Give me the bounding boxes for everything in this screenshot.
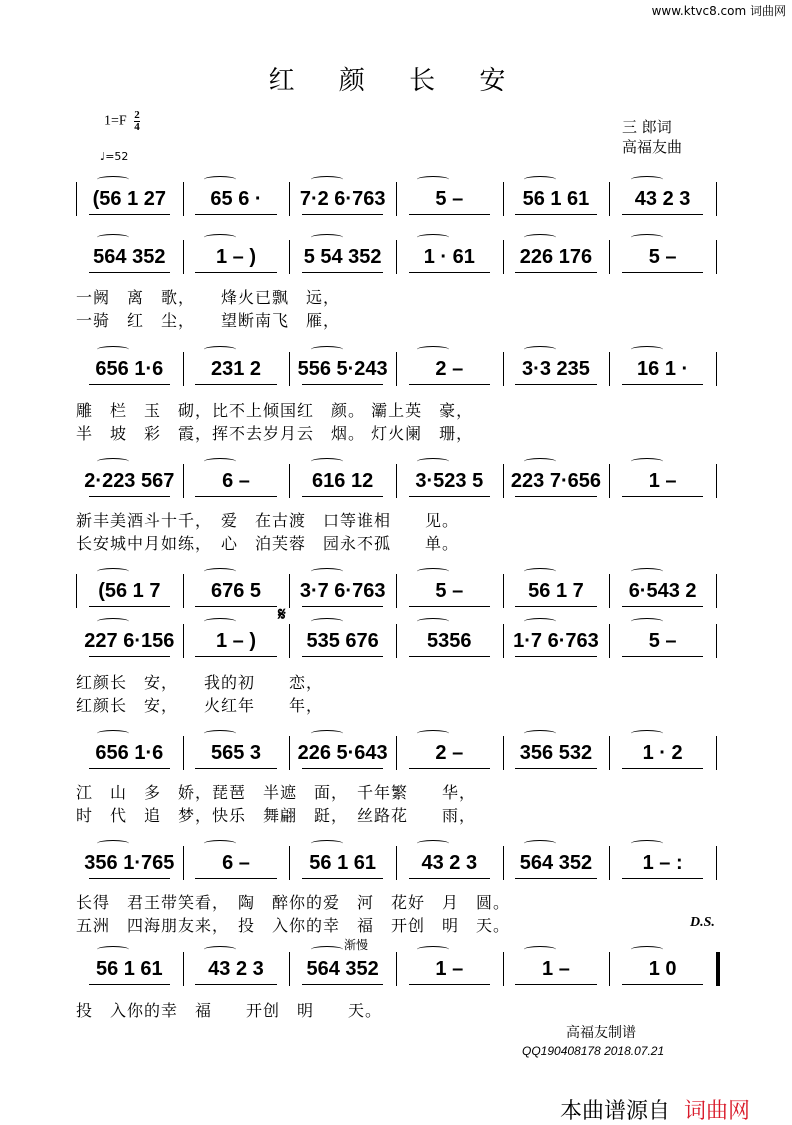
measure: 1 · 2 <box>642 741 683 764</box>
staff-system-5 <box>76 566 716 616</box>
slur-arc <box>311 234 343 241</box>
measure-row <box>76 576 716 606</box>
beam-line <box>515 768 596 769</box>
bar-line <box>716 846 717 880</box>
measure: 564 352 <box>519 851 593 874</box>
measure: 3·3 235 <box>522 357 590 380</box>
bar-line <box>716 352 717 386</box>
beam-line <box>89 496 170 497</box>
measure-row <box>76 626 716 656</box>
beam-line <box>89 214 170 215</box>
beam-line <box>409 606 490 607</box>
measure: 56 1 61 <box>522 187 590 210</box>
lyric-block-6-line-1: 长得 君王带笑看， 陶 醉你的爱 河 花好 月 圆。 <box>76 893 511 912</box>
measure: 1·7 6·763 <box>513 629 599 652</box>
beam-line <box>89 384 170 385</box>
lyricist-credit: 三 郎词 <box>622 118 672 136</box>
measure: 6 – <box>222 851 250 874</box>
beam-line <box>515 384 596 385</box>
slur-arc <box>311 346 343 353</box>
measure: 5 – <box>648 245 677 268</box>
slur-arc <box>524 458 556 465</box>
beam-line <box>195 878 276 879</box>
measure: 227 6·156 <box>84 629 175 652</box>
slur-arc <box>417 458 449 465</box>
measure: 2 – <box>435 357 464 380</box>
lyric-block-1-line-1: 一阙 离 歌， 烽火已飘 远， <box>76 288 341 307</box>
beam-line <box>409 878 490 879</box>
lyric-block-2-line-1: 雕 栏 玉 砌，比不上倾国红 颜。 灞上英 豪， <box>76 401 474 420</box>
lyric-block-5-line-1: 江 山 多 娇，琵琶 半遮 面， 千年繁 华， <box>76 783 477 802</box>
beam-line <box>515 496 596 497</box>
measure: 7·2 6·763 <box>299 187 386 210</box>
staff-system-1 <box>76 174 716 224</box>
beam-line <box>622 656 703 657</box>
beam-line <box>409 384 490 385</box>
slur-arc <box>631 840 663 847</box>
bar-line <box>716 736 717 770</box>
bar-line <box>716 464 717 498</box>
slur-arc <box>524 730 556 737</box>
beam-line <box>195 656 276 657</box>
bar-line <box>716 574 717 608</box>
beam-line <box>89 984 170 985</box>
staff-system-6 <box>76 616 716 666</box>
slur-arc <box>311 176 343 183</box>
beam-line <box>409 496 490 497</box>
source-attribution <box>560 1094 750 1125</box>
slur-arc <box>524 176 556 183</box>
measure: 564 352 <box>93 245 166 268</box>
staff-system-8 <box>76 838 716 888</box>
ritardando-mark: 渐慢 <box>344 938 369 952</box>
lyric-block-3-line-1: 新丰美酒斗十千， 爱 在古渡 口等谁相 见。 <box>76 511 460 530</box>
staff-system-2 <box>76 232 716 282</box>
measure: 226 176 <box>519 245 593 268</box>
time-signature <box>134 110 140 133</box>
slur-arc <box>631 176 663 183</box>
beam-line <box>409 272 490 273</box>
beam-line <box>302 384 383 385</box>
slur-arc <box>417 346 449 353</box>
slur-arc <box>417 568 449 575</box>
lyric-block-3-line-2: 长安城中月如练， 心 泊芙蓉 园永不孤 单。 <box>76 534 460 553</box>
beam-line <box>622 606 703 607</box>
measure: 43 2 3 <box>634 187 691 210</box>
lyric-block-7-line-1: 投 入你的幸 福 开创 明 天。 <box>76 1001 383 1020</box>
beam-line <box>195 272 276 273</box>
measure-row <box>76 848 716 878</box>
beam-line <box>89 606 170 607</box>
slur-arc <box>631 730 663 737</box>
measure: 556 5·243 <box>297 357 388 380</box>
beam-line <box>515 272 596 273</box>
measure-row <box>76 242 716 272</box>
slur-arc <box>524 618 556 625</box>
slur-arc <box>631 946 663 953</box>
beam-line <box>622 214 703 215</box>
segno-sign: 𝄋 <box>278 604 286 625</box>
tempo-marking: ♩=52 <box>100 150 129 163</box>
measure: 16 1 · <box>637 357 689 380</box>
time-bottom: 4 <box>134 121 140 133</box>
measure: 2·223 567 <box>84 469 175 492</box>
measure: 56 1 61 <box>309 851 376 874</box>
beam-line <box>622 768 703 769</box>
composer-credit: 高福友曲 <box>622 138 683 156</box>
staff-system-4 <box>76 456 716 506</box>
measure: 564 352 <box>306 957 379 980</box>
measure: 1 · 61 <box>423 245 475 268</box>
measure: 231 2 <box>210 357 262 380</box>
beam-line <box>622 984 703 985</box>
beam-line <box>409 656 490 657</box>
beam-line <box>622 496 703 497</box>
measure: 356 1·765 <box>84 851 175 874</box>
beam-line <box>302 984 383 985</box>
slur-arc <box>204 176 236 183</box>
slur-arc <box>204 730 236 737</box>
key-signature <box>104 110 140 133</box>
beam-line <box>302 214 383 215</box>
slur-arc <box>204 346 236 353</box>
beam-line <box>409 768 490 769</box>
bar-line <box>716 952 720 986</box>
measure: 1 – ) <box>215 629 256 652</box>
beam-line <box>195 496 276 497</box>
measure: 56 1 61 <box>95 957 163 980</box>
song-title: 红 颜 长 安 <box>268 66 524 96</box>
measure: 3·7 6·763 <box>299 579 386 602</box>
measure: 43 2 3 <box>208 957 264 980</box>
lyric-block-6-line-2: 五洲 四海朋友来， 投 入你的幸 福 开创 明 天。 <box>76 916 511 935</box>
measure-row <box>76 466 716 496</box>
measure: 226 5·643 <box>297 741 388 764</box>
beam-line <box>515 606 596 607</box>
slur-arc <box>97 946 129 953</box>
measure: (56 1 7 <box>98 579 161 602</box>
beam-line <box>302 496 383 497</box>
beam-line <box>89 272 170 273</box>
measure: 1 – <box>542 957 570 980</box>
measure: 5 – <box>435 187 464 210</box>
slur-arc <box>97 176 129 183</box>
measure: 65 6 · <box>210 187 262 210</box>
measure: 5356 <box>427 629 472 652</box>
slur-arc <box>631 458 663 465</box>
slur-arc <box>311 458 343 465</box>
transcriber-credit: 高福友制谱 <box>566 1025 636 1041</box>
slur-arc <box>417 234 449 241</box>
measure: (56 1 27 <box>92 187 167 210</box>
slur-arc <box>204 234 236 241</box>
staff-system-9 <box>76 944 716 994</box>
beam-line <box>409 984 490 985</box>
slur-arc <box>97 568 129 575</box>
measure: 1 – : <box>642 851 683 874</box>
measure: 5 54 352 <box>303 245 382 268</box>
measure: 5 – <box>435 579 464 602</box>
key-label: 1=F <box>104 113 127 129</box>
slur-arc <box>97 458 129 465</box>
measure: 6 – <box>222 469 250 492</box>
lyric-block-4-line-2: 红颜长 安， 火红年 年， <box>76 696 324 715</box>
bar-line <box>716 624 717 658</box>
slur-arc <box>204 568 236 575</box>
measure: 656 1·6 <box>95 357 164 380</box>
beam-line <box>622 878 703 879</box>
measure: 356 532 <box>519 741 593 764</box>
slur-arc <box>417 176 449 183</box>
beam-line <box>89 768 170 769</box>
qq-date: QQ190408178 2018.07.21 <box>522 1044 665 1058</box>
slur-arc <box>524 234 556 241</box>
slur-arc <box>311 618 343 625</box>
lyric-block-4-line-1: 红颜长 安， 我的初 恋， <box>76 673 324 692</box>
measure: 1 – <box>435 957 464 980</box>
slur-arc <box>204 458 236 465</box>
measure: 1 – <box>648 469 677 492</box>
beam-line <box>302 656 383 657</box>
measure: 565 3 <box>210 741 262 764</box>
slur-arc <box>417 618 449 625</box>
lyric-block-5-line-2: 时 代 追 梦，快乐 舞翩 跹， 丝路花 雨， <box>76 806 477 825</box>
beam-line <box>89 878 170 879</box>
measure: 3·523 5 <box>415 469 484 492</box>
measure: 6·543 2 <box>628 579 697 602</box>
measure: 2 – <box>435 741 464 764</box>
measure: 223 7·656 <box>510 469 601 492</box>
slur-arc <box>311 730 343 737</box>
slur-arc <box>97 346 129 353</box>
beam-line <box>302 878 383 879</box>
beam-line <box>622 272 703 273</box>
beam-line <box>302 768 383 769</box>
beam-line <box>195 214 276 215</box>
beam-line <box>622 384 703 385</box>
slur-arc <box>204 946 236 953</box>
beam-line <box>515 984 596 985</box>
slur-arc <box>631 618 663 625</box>
beam-line <box>302 606 383 607</box>
staff-system-7 <box>76 728 716 778</box>
beam-line <box>515 878 596 879</box>
slur-arc <box>417 730 449 737</box>
measure: 5 – <box>648 629 677 652</box>
measure: 1 – ) <box>215 245 256 268</box>
source-brand-link[interactable]: 词曲网 <box>684 1099 751 1124</box>
measure-row <box>76 184 716 214</box>
measure: 56 1 7 <box>528 579 584 602</box>
measure: 1 0 <box>648 957 677 980</box>
measure: 656 1·6 <box>95 741 164 764</box>
lyric-block-2-line-2: 半 坡 彩 霞，挥不去岁月云 烟。 灯火阑 珊， <box>76 424 474 443</box>
slur-arc <box>631 568 663 575</box>
slur-arc <box>97 840 129 847</box>
beam-line <box>195 984 276 985</box>
beam-line <box>89 656 170 657</box>
beam-line <box>302 272 383 273</box>
measure-row <box>76 954 716 984</box>
slur-arc <box>311 946 343 953</box>
slur-arc <box>524 346 556 353</box>
measure: 676 5 <box>210 579 262 602</box>
slur-arc <box>524 946 556 953</box>
measure-row <box>76 738 716 768</box>
measure: 43 2 3 <box>421 851 478 874</box>
slur-arc <box>97 618 129 625</box>
slur-arc <box>97 234 129 241</box>
slur-arc <box>204 618 236 625</box>
slur-arc <box>631 234 663 241</box>
slur-arc <box>311 840 343 847</box>
bar-line <box>716 240 717 274</box>
measure: 535 676 <box>306 629 379 652</box>
slur-arc <box>524 568 556 575</box>
slur-arc <box>204 840 236 847</box>
slur-arc <box>97 730 129 737</box>
ds-mark: D.S. <box>690 915 715 930</box>
site-url: www.ktvc8.com 词曲网 <box>651 4 786 18</box>
measure: 616 12 <box>312 469 374 492</box>
beam-line <box>195 768 276 769</box>
time-top: 2 <box>134 109 140 121</box>
beam-line <box>515 656 596 657</box>
slur-arc <box>417 840 449 847</box>
slur-arc <box>524 840 556 847</box>
beam-line <box>195 606 276 607</box>
beam-line <box>515 214 596 215</box>
slur-arc <box>311 568 343 575</box>
staff-system-3 <box>76 344 716 394</box>
slur-arc <box>417 946 449 953</box>
slur-arc <box>631 346 663 353</box>
lyric-block-1-line-2: 一骑 红 尘， 望断南飞 雁， <box>76 311 341 330</box>
beam-line <box>409 214 490 215</box>
source-text: 本曲谱源自 <box>560 1099 671 1124</box>
measure-row <box>76 354 716 384</box>
beam-line <box>195 384 276 385</box>
bar-line <box>716 182 717 216</box>
